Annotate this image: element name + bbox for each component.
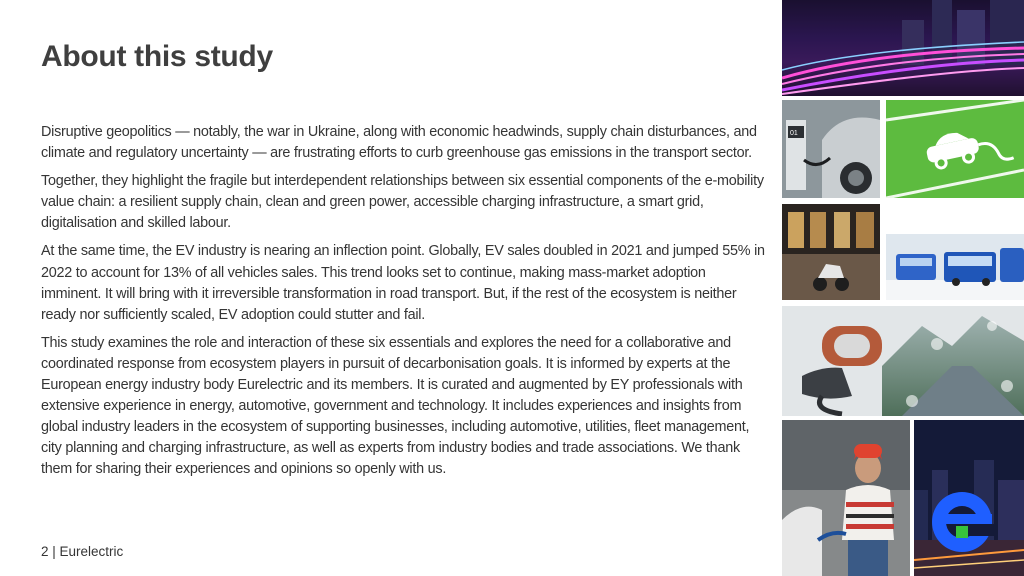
electric-buses-photo — [886, 234, 1024, 300]
paragraph-1: Disruptive geopolitics — notably, the war in Ukraine, along with economic headwinds, supply chain disturbances, and climate and regulatory uncertainty — are frustrating efforts to curb greenhouse gas emissions in the transport sector. — [41, 124, 757, 162]
paragraph-3: At the same time, the EV industry is nearing an inflection point. Globally, EV sales doubled in 2021 and jumped 55% in 2022 to account for 13% of all vehicles sales. This trend looks set to continue, making mass-market adoption imminent. It will bring with it irreversible transformation in road transport. But, if the rest of the ecosystem is neither ready nor sufficiently scaled, EV adoption could stutter and fail. — [41, 243, 765, 323]
charging-plug-landscape-photo — [782, 306, 1024, 416]
street-scooter-photo — [782, 204, 880, 300]
page-footer: 2 | Eurelectric — [41, 544, 124, 559]
woman-charging-car-photo — [782, 420, 910, 576]
city-light-trails-photo — [782, 0, 1024, 96]
ev-charging-station-photo — [782, 100, 880, 198]
paragraph-2: Together, they highlight the fragile but interdependent relationships between six essential components of the e-mobility value chain: a resilient supply chain, clean and green power, accessible charging infrastructure, a smart grid, digitalisation and skilled labour. — [41, 173, 764, 232]
green-ev-parking-spot-photo — [886, 100, 1024, 198]
night-city-logo-photo — [914, 420, 1024, 576]
charger-number: 01 — [790, 130, 798, 137]
page-title: About this study — [41, 40, 273, 73]
body-text — [41, 122, 765, 488]
paragraph-4: This study examines the role and interaction of these six essentials and explores the need for a collaborative and coordinated response from ecosystem players in pursuit of decarbonisation goals. It is informed by experts at the European energy industry body Eurelectric and its members. It is curated and augmented by EY professionals with extensive experience in energy, automotive, government and technology. It includes experiences and insights from global industry leaders in the ecosystem of supporting businesses, including automotive, utilities, fleet management, city planning and charging infrastructure, as well as experts from industry bodies and trade associations. We thank them for sharing their experiences and opinions so openly with us. — [41, 334, 750, 478]
